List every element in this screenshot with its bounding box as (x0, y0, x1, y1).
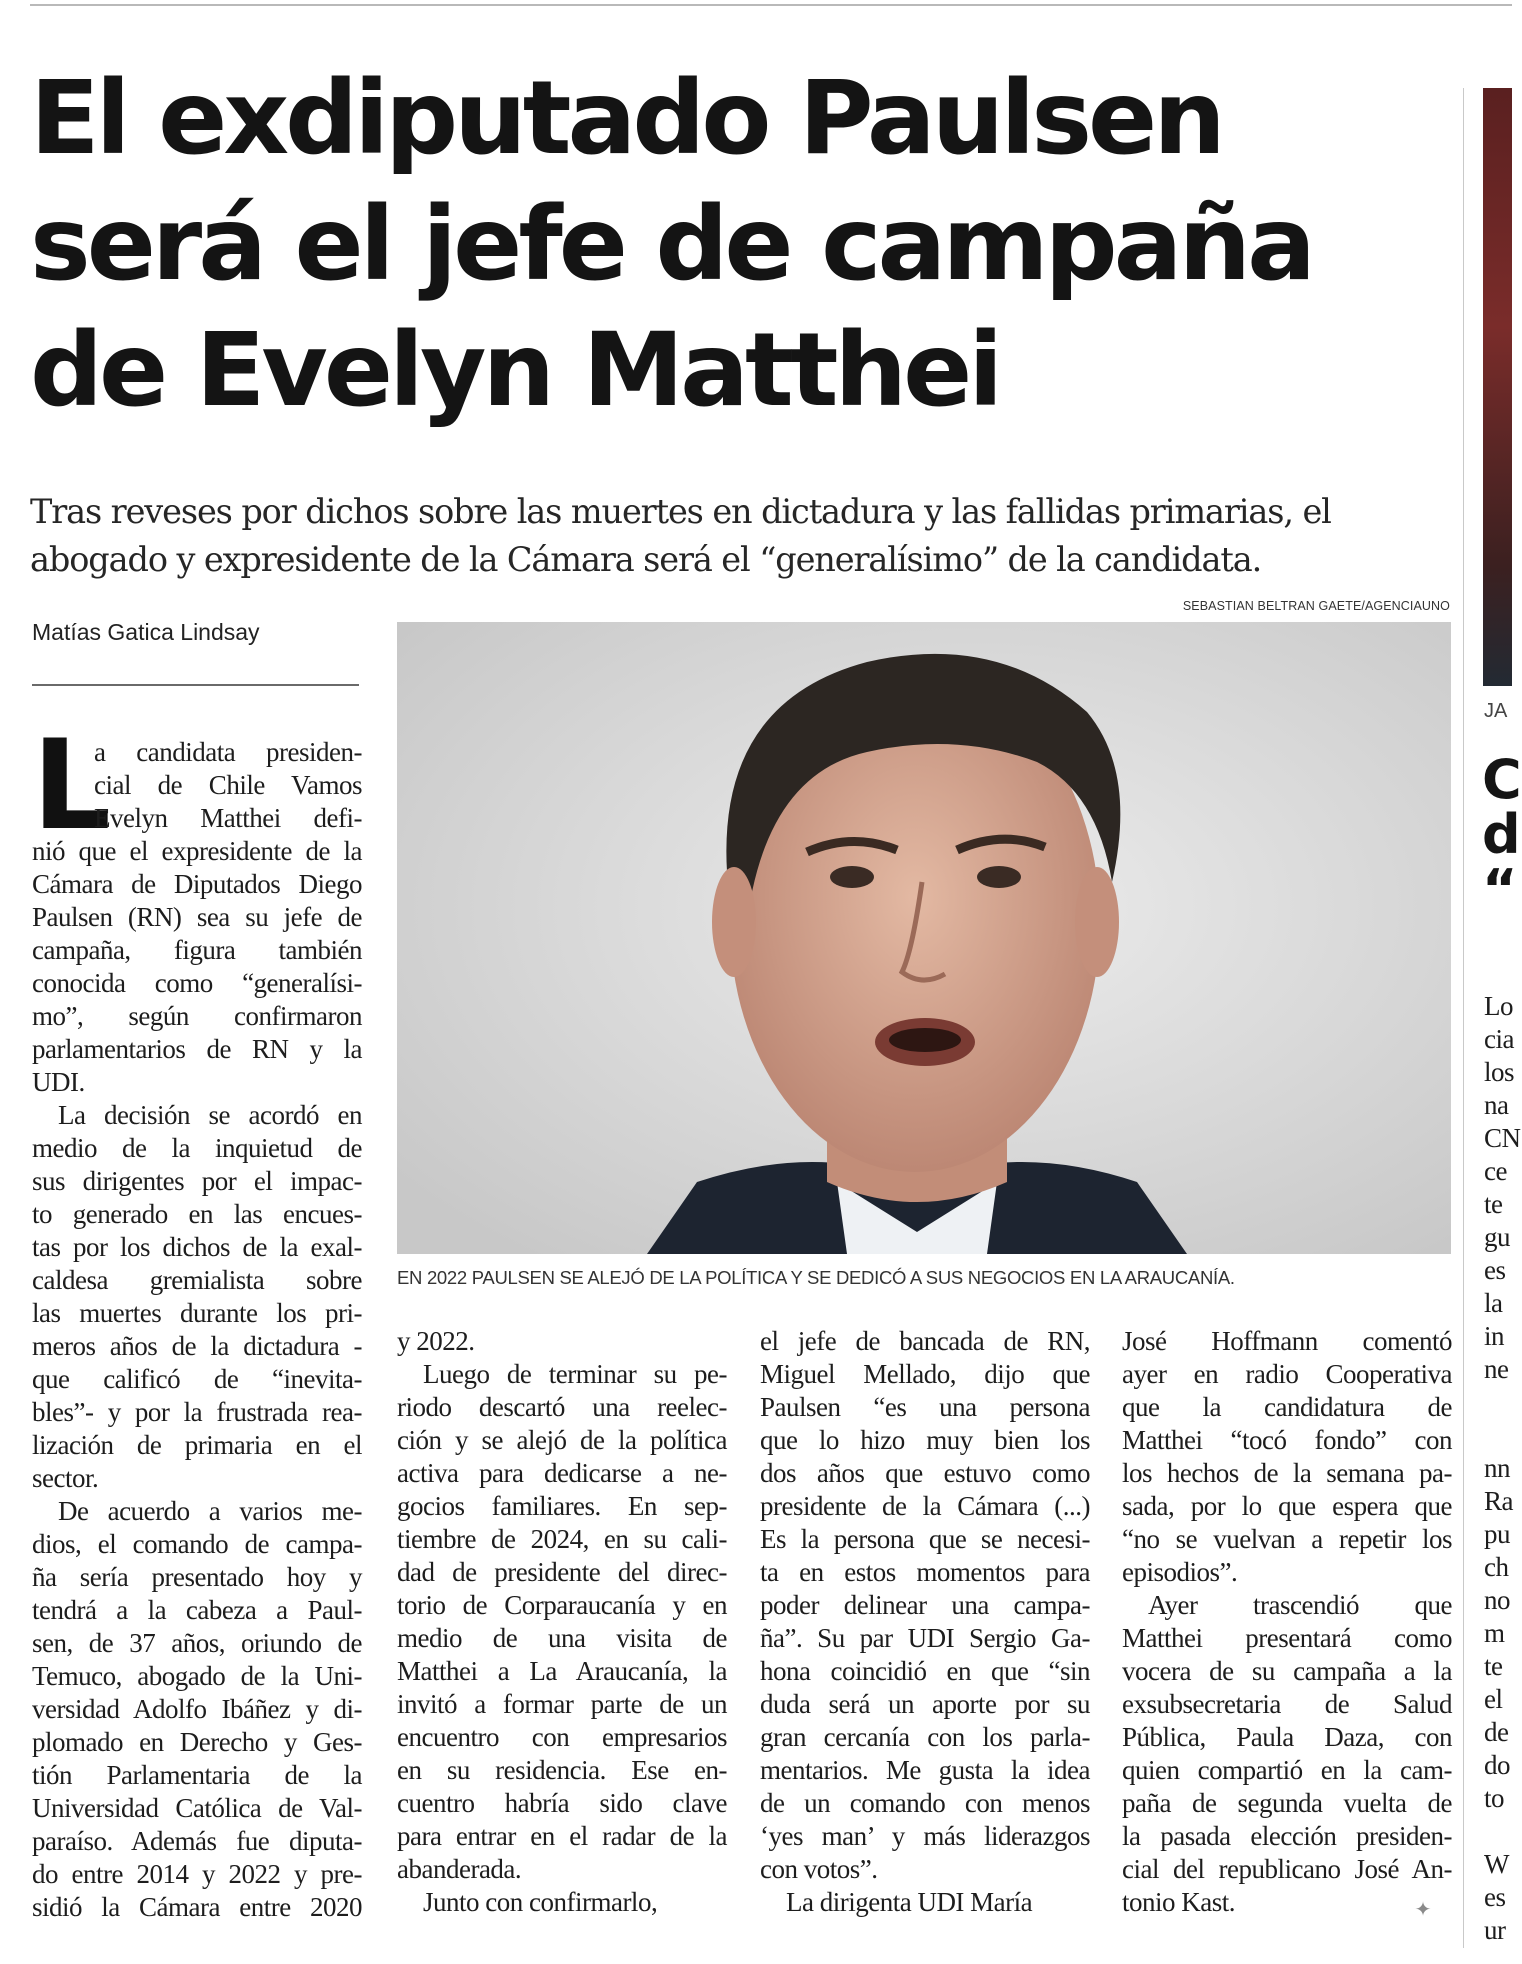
deck-line: abogado y expresidente de la Cámara será el “generalísimo” de la candidata. (30, 540, 1262, 579)
adjacent-body-line: Lo (1484, 991, 1513, 1021)
body-line: a candidata presiden- (94, 737, 362, 767)
body-line: caldesa gremialista sobre (32, 1265, 362, 1295)
body-line: paraíso. Además fue diputa- (32, 1826, 362, 1856)
body-line: hona coincidió en que “sin (760, 1656, 1090, 1686)
adjacent-body-line: m (1484, 1618, 1505, 1648)
adjacent-body-line: te (1484, 1651, 1503, 1681)
body-line: riodo descartó una reelec- (397, 1392, 727, 1422)
column-divider (1463, 88, 1464, 1948)
adjacent-body-line: ur (1484, 1915, 1506, 1945)
adjacent-body-line: no (1484, 1585, 1510, 1615)
body-line: paña de segunda vuelta de (1122, 1788, 1452, 1818)
body-line: vocera de su campaña a la (1122, 1656, 1452, 1686)
body-line: episodios”. (1122, 1557, 1238, 1587)
body-line: sidió la Cámara entre 2020 (32, 1892, 362, 1922)
body-line: poder delinear una campa- (760, 1590, 1090, 1620)
body-line: medio de la inquietud de (32, 1133, 362, 1163)
body-line: tas por los dichos de la exal- (32, 1232, 362, 1262)
body-line: Paulsen “es una persona (760, 1392, 1090, 1422)
body-line: la pasada elección presiden- (1122, 1821, 1452, 1851)
body-line: dos años que estuvo como (760, 1458, 1090, 1488)
article-photo (397, 622, 1451, 1254)
body-line: La decisión se acordó en (58, 1100, 362, 1130)
drop-cap: L (32, 714, 112, 858)
body-line: abanderada. (397, 1854, 522, 1884)
body-line: sada, por lo que espera que (1122, 1491, 1452, 1521)
body-line: tión Parlamentaria de la (32, 1760, 362, 1790)
body-line: encuentro con empresarios (397, 1722, 727, 1752)
body-line: para entrar en el radar de la (397, 1821, 727, 1851)
body-line: con votos”. (760, 1854, 878, 1884)
adjacent-headline-line: d (1482, 803, 1521, 866)
body-line: invitó a formar parte de un (397, 1689, 727, 1719)
body-line: meros años de la dictadura - (32, 1331, 362, 1361)
adjacent-body-line: Ra (1484, 1486, 1513, 1516)
body-line: do entre 2014 y 2022 y pre- (32, 1859, 362, 1889)
body-line: ña”. Su par UDI Sergio Ga- (760, 1623, 1090, 1653)
body-line: sen, de 37 años, oriundo de (32, 1628, 362, 1658)
adjacent-body-line (1484, 1419, 1521, 1452)
body-line: Cámara de Diputados Diego (32, 869, 362, 899)
adjacent-body-line: to (1484, 1783, 1505, 1813)
body-line: tiembre de 2024, en su cali- (397, 1524, 727, 1554)
body-line: versidad Adolfo Ibáñez y di- (32, 1694, 362, 1724)
body-line: Universidad Católica de Val- (32, 1793, 362, 1823)
adjacent-headline-line: C (1482, 748, 1522, 811)
adjacent-body-line: gu (1484, 1222, 1510, 1252)
top-rule (30, 4, 1512, 6)
adjacent-body-line: te (1484, 1189, 1503, 1219)
body-line: cial de Chile Vamos (94, 770, 362, 800)
body-line: Paulsen (RN) sea su jefe de (32, 902, 362, 932)
adjacent-story-label: JA (1484, 700, 1508, 722)
body-line: ayer en radio Cooperativa (1122, 1359, 1452, 1389)
body-line: gocios familiares. En sep- (397, 1491, 727, 1521)
photo-credit: SEBASTIAN BELTRAN GAETE/AGENCIAUNO (1182, 599, 1450, 613)
body-line: UDI. (32, 1067, 85, 1097)
adjacent-body-line: pu (1484, 1519, 1510, 1549)
body-line: Miguel Mellado, dijo que (760, 1359, 1090, 1389)
body-line: bles”- y por la frustrada rea- (32, 1397, 362, 1427)
body-line: De acuerdo a varios me- (58, 1496, 362, 1526)
adjacent-body-line: es (1484, 1882, 1506, 1912)
body-line: ña sería presentado hoy y (32, 1562, 362, 1592)
adjacent-body-line: nn (1484, 1453, 1510, 1483)
body-line: el jefe de bancada de RN, (760, 1326, 1090, 1356)
adjacent-body-line: in (1484, 1321, 1505, 1351)
adjacent-body-line: W (1484, 1849, 1509, 1879)
deck (30, 488, 1450, 584)
headline-line: El exdiputado Paulsen (30, 59, 1222, 178)
body-line: parlamentarios de RN y la (32, 1034, 362, 1064)
body-line: dios, el comando de campa- (32, 1529, 362, 1559)
body-line: quien compartió en la cam- (1122, 1755, 1452, 1785)
body-column-2 (397, 1325, 727, 1919)
body-column-4 (1122, 1325, 1452, 1919)
adjacent-body-line: de (1484, 1717, 1509, 1747)
body-line: Matthei “tocó fondo” con (1122, 1425, 1452, 1455)
body-line: José Hoffmann comentó (1122, 1326, 1452, 1356)
adjacent-story-headline (1482, 748, 1522, 921)
body-line: las muertes durante los pri- (32, 1298, 362, 1328)
body-line: conocida como “generalísi- (32, 968, 362, 998)
adjacent-body-line (1484, 1386, 1521, 1419)
body-line: torio de Corparaucanía y en (397, 1590, 727, 1620)
adjacent-body-line: ne (1484, 1354, 1509, 1384)
end-of-article-icon: ✦ (1414, 1897, 1432, 1921)
body-line: Es la persona que se necesi- (760, 1524, 1090, 1554)
body-line: de un comando con menos (760, 1788, 1090, 1818)
adjacent-body-line: ch (1484, 1552, 1509, 1582)
body-line: dad de presidente del direc- (397, 1557, 727, 1587)
body-line: que calificó de “inevita- (32, 1364, 362, 1394)
body-line: ‘yes man’ y más liderazgos (760, 1821, 1090, 1851)
body-line: plomado en Derecho y Ges- (32, 1727, 362, 1757)
adjacent-story-photo (1483, 88, 1512, 686)
headline (30, 56, 1430, 434)
body-line: tendrá a la cabeza a Paul- (32, 1595, 362, 1625)
body-line: Matthei presentará como (1122, 1623, 1452, 1653)
body-line: cial del republicano José An- (1122, 1854, 1452, 1884)
adjacent-headline-line: “ (1482, 858, 1518, 921)
adjacent-body-line: na (1484, 1090, 1509, 1120)
adjacent-body-line: es (1484, 1255, 1506, 1285)
body-line: Junto con confirmarlo, (423, 1887, 658, 1917)
body-line: sus dirigentes por el impac- (32, 1166, 362, 1196)
adjacent-body-line: do (1484, 1750, 1510, 1780)
body-line: nió que el expresidente de la (32, 836, 362, 866)
adjacent-body-line: ce (1484, 1156, 1507, 1186)
body-line: medio de una visita de (397, 1623, 727, 1653)
byline: Matías Gatica Lindsay (32, 619, 260, 645)
body-line: que lo hizo muy bien los (760, 1425, 1090, 1455)
body-line: to generado en las encues- (32, 1199, 362, 1229)
body-line: tonio Kast. (1122, 1887, 1235, 1917)
body-line: ción y se alejó de la política (397, 1425, 727, 1455)
body-column-1 (32, 714, 362, 1924)
adjacent-body-line: la (1484, 1288, 1503, 1318)
body-line: mo”, según confirmaron (32, 1001, 362, 1031)
body-line: campaña, figura también (32, 935, 362, 965)
body-line: activa para dedicarse a ne- (397, 1458, 727, 1488)
headline-line: será el jefe de campaña (30, 185, 1312, 304)
adjacent-body-line: los (1484, 1057, 1515, 1087)
body-line: duda será un aporte por su (760, 1689, 1090, 1719)
body-line: los hechos de la semana pa- (1122, 1458, 1452, 1488)
body-line: sector. (32, 1463, 99, 1493)
body-line: cuentro habría sido clave (397, 1788, 727, 1818)
body-line: Evelyn Matthei defi- (94, 803, 362, 833)
body-line: Matthei a La Araucanía, la (397, 1656, 727, 1686)
body-line: “no se vuelvan a repetir los (1122, 1524, 1452, 1554)
adjacent-body-line (1484, 1815, 1521, 1848)
adjacent-body-line: CN (1484, 1123, 1521, 1153)
portrait-image (397, 622, 1451, 1254)
body-line: lización de primaria en el (32, 1430, 362, 1460)
body-line: Pública, Paula Daza, con (1122, 1722, 1452, 1752)
adjacent-body-line: cia (1484, 1024, 1514, 1054)
body-line: que la candidatura de (1122, 1392, 1452, 1422)
body-line: La dirigenta UDI María (786, 1887, 1033, 1917)
body-line: presidente de la Cámara (...) (760, 1491, 1090, 1521)
body-line: exsubsecretaria de Salud (1122, 1689, 1452, 1719)
adjacent-body-line: el (1484, 1684, 1503, 1714)
adjacent-story-body (1484, 990, 1521, 1947)
photo-caption: EN 2022 PAULSEN SE ALEJÓ DE LA POLÍTICA Y SE DEDICÓ A SUS NEGOCIOS EN LA ARAUCANÍA. (397, 1267, 1235, 1288)
body-line: Ayer trascendió que (1148, 1590, 1452, 1620)
body-line: ta en estos momentos para (760, 1557, 1090, 1587)
body-line: Temuco, abogado de la Uni- (32, 1661, 362, 1691)
headline-line: de Evelyn Matthei (30, 311, 1000, 430)
body-line: en su residencia. Ese en- (397, 1755, 727, 1785)
byline-rule (32, 684, 359, 686)
body-column-3 (760, 1325, 1090, 1919)
body-line: Luego de terminar su pe- (423, 1359, 727, 1389)
body-line: mentarios. Me gusta la idea (760, 1755, 1090, 1785)
deck-line: Tras reveses por dichos sobre las muertes en dictadura y las fallidas primarias, el (30, 492, 1331, 531)
body-line: gran cercanía con los parla- (760, 1722, 1090, 1752)
body-line: y 2022. (397, 1326, 475, 1356)
